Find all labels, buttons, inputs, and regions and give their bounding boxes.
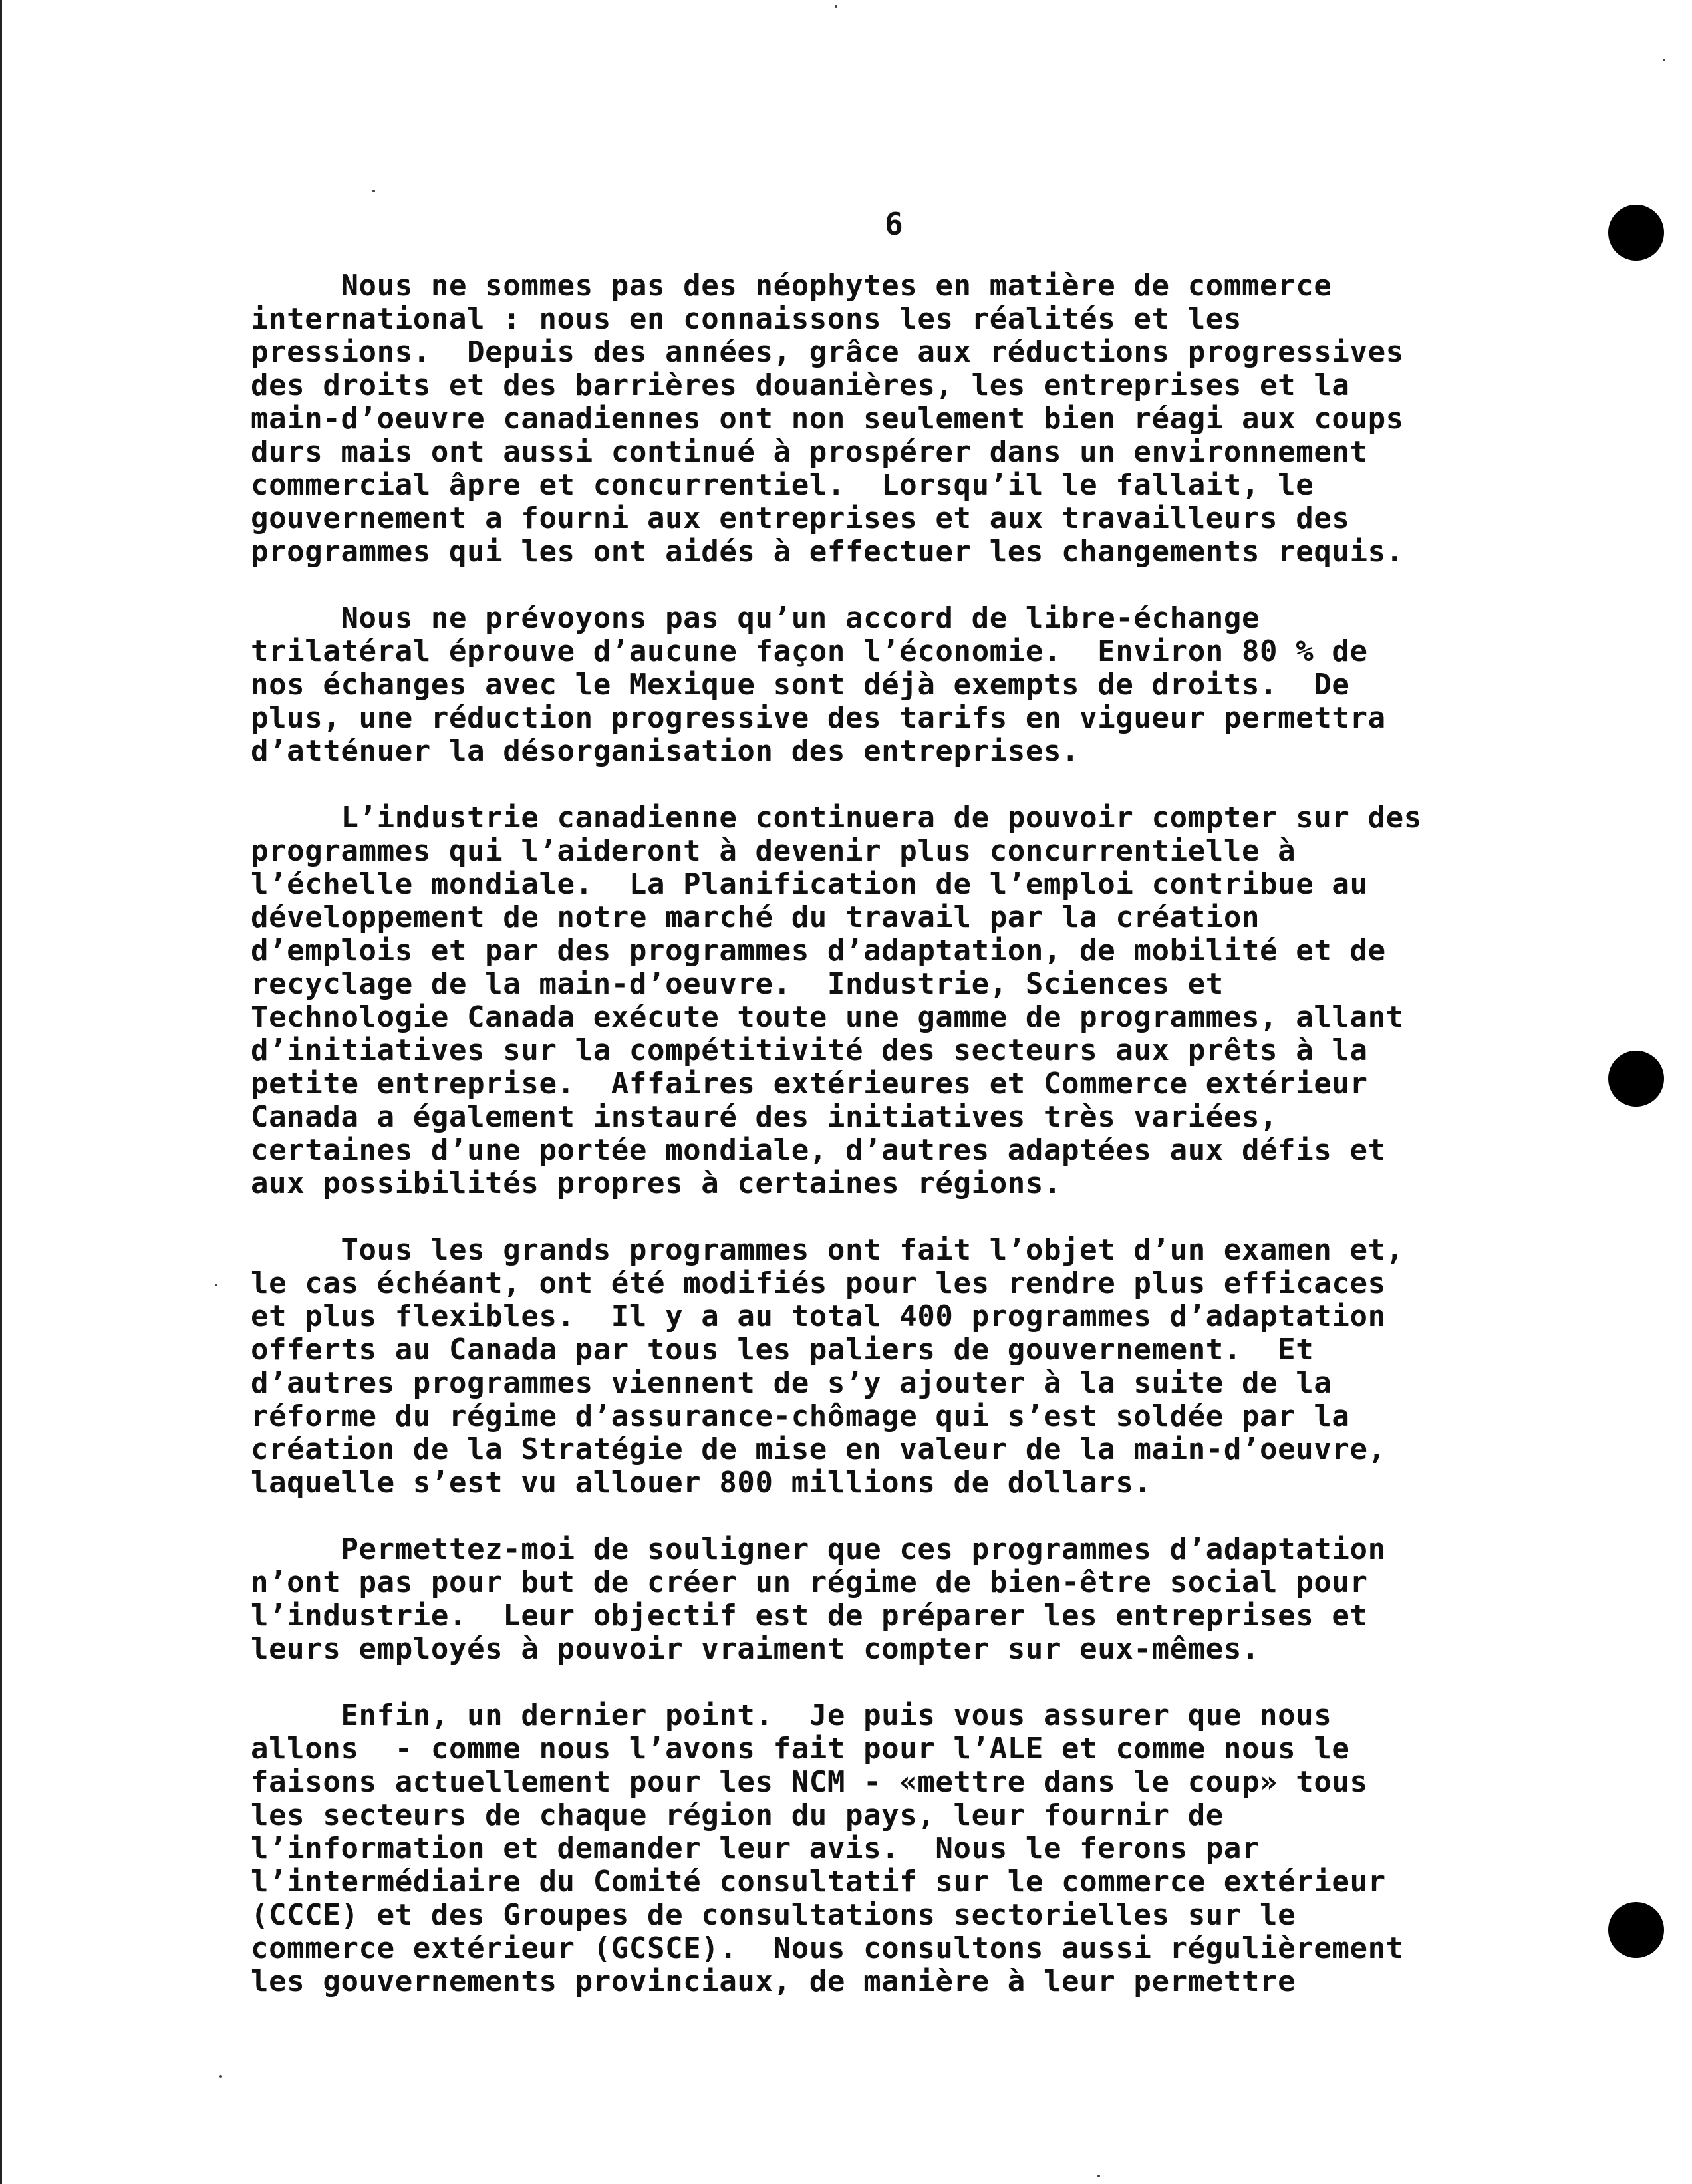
scan-speck [219,2075,222,2078]
scan-left-edge [0,0,2,2184]
text-line: (CCCE) et des Groupes de consultations sectorielles sur le [251,1898,1296,1932]
text-line: faisons actuellement pour les NCM - «mettre dans le coup» tous [251,1765,1368,1799]
scan-speck [215,1284,217,1286]
paragraph-4 [251,1234,1554,1500]
paragraph-3 [251,801,1554,1200]
text-line: allons - comme nous l’avons fait pour l’ALE et comme nous le [251,1732,1350,1766]
text-line: gouvernement a fourni aux entreprises et aux travailleurs des [251,501,1350,535]
text-line: commercial âpre et concurrentiel. Lorsqu’il le fallait, le [251,468,1314,502]
text-line: Technologie Canada exécute toute une gamme de programmes, allant [251,1000,1404,1034]
text-line: international : nous en connaissons les réalités et les [251,302,1242,336]
text-line: le cas échéant, ont été modifiés pour les rendre plus efficaces [251,1266,1386,1300]
text-line: d’initiatives sur la compétitivité des secteurs aux prêts à la [251,1033,1368,1067]
text-line: n’ont pas pour but de créer un régime de bien-être social pour [251,1566,1368,1599]
text-line: création de la Stratégie de mise en valeur de la main-d’oeuvre, [251,1433,1386,1466]
letter-body [251,269,1554,2032]
binder-hole-middle [1608,1051,1664,1107]
text-line: Permettez-moi de souligner que ces programmes d’adaptation [251,1532,1386,1566]
scan-speck [835,5,837,8]
text-line: Canada a également instauré des initiatives très variées, [251,1100,1278,1134]
text-line: Nous ne prévoyons pas qu’un accord de libre-échange [251,601,1260,635]
text-line: et plus flexibles. Il y a au total 400 programmes d’adaptation [251,1299,1386,1333]
text-line: pressions. Depuis des années, grâce aux réductions progressives [251,335,1404,369]
text-line: les gouvernements provinciaux, de manière à leur permettre [251,1965,1296,1998]
paragraph-1 [251,269,1554,569]
text-line: Enfin, un dernier point. Je puis vous assurer que nous [251,1699,1332,1732]
scan-speck [1097,2175,1100,2177]
text-line: nos échanges avec le Mexique sont déjà exempts de droits. De [251,668,1350,702]
text-line: des droits et des barrières douanières, les entreprises et la [251,368,1350,402]
text-line: petite entreprise. Affaires extérieures et Commerce extérieur [251,1067,1368,1101]
text-line: d’emplois et par des programmes d’adaptation, de mobilité et de [251,934,1386,968]
text-line: laquelle s’est vu allouer 800 millions de dollars. [251,1466,1152,1500]
text-line: trilatéral éprouve d’aucune façon l’économie. Environ 80 % de [251,634,1368,668]
text-line: l’échelle mondiale. La Planification de l’emploi contribue au [251,867,1368,901]
scan-speck [1663,59,1665,61]
text-line: l’intermédiaire du Comité consultatif sur le commerce extérieur [251,1865,1386,1899]
text-line: L’industrie canadienne continuera de pouvoir compter sur des [251,801,1422,835]
text-line: développement de notre marché du travail par la création [251,900,1260,934]
text-line: commerce extérieur (GCSCE). Nous consultons aussi régulièrement [251,1931,1404,1965]
text-line: leurs employés à pouvoir vraiment compter sur eux-mêmes. [251,1632,1260,1666]
text-line: recyclage de la main-d’oeuvre. Industrie, Sciences et [251,967,1224,1001]
text-line: Nous ne sommes pas des néophytes en matière de commerce [251,269,1332,303]
text-line: main-d’oeuvre canadiennes ont non seulement bien réagi aux coups [251,402,1404,436]
text-line: les secteurs de chaque région du pays, leur fournir de [251,1798,1224,1832]
scan-speck [372,190,375,192]
binder-hole-top [1608,205,1664,261]
binder-hole-bottom [1608,1902,1664,1958]
paragraph-6 [251,1699,1554,1998]
paragraph-2 [251,602,1554,768]
text-line: aux possibilités propres à certaines régions. [251,1166,1062,1200]
text-line: l’information et demander leur avis. Nous le ferons par [251,1832,1260,1865]
text-line: plus, une réduction progressive des tarifs en vigueur permettra [251,701,1386,735]
text-line: programmes qui l’aideront à devenir plus concurrentielle à [251,834,1296,868]
text-line: programmes qui les ont aidés à effectuer les changements requis. [251,535,1404,569]
text-line: certaines d’une portée mondiale, d’autres adaptées aux défis et [251,1133,1386,1167]
text-line: d’autres programmes viennent de s’y ajouter à la suite de la [251,1366,1332,1400]
text-line: offerts au Canada par tous les paliers de gouvernement. Et [251,1333,1314,1367]
text-line: réforme du régime d’assurance-chômage qui s’est soldée par la [251,1399,1350,1433]
text-line: durs mais ont aussi continué à prospérer dans un environnement [251,435,1368,469]
page-number: 6 [885,206,903,242]
text-line: l’industrie. Leur objectif est de préparer les entreprises et [251,1599,1368,1633]
paragraph-5 [251,1533,1554,1666]
text-line: d’atténuer la désorganisation des entreprises. [251,734,1080,768]
text-line: Tous les grands programmes ont fait l’objet d’un examen et, [251,1233,1404,1267]
